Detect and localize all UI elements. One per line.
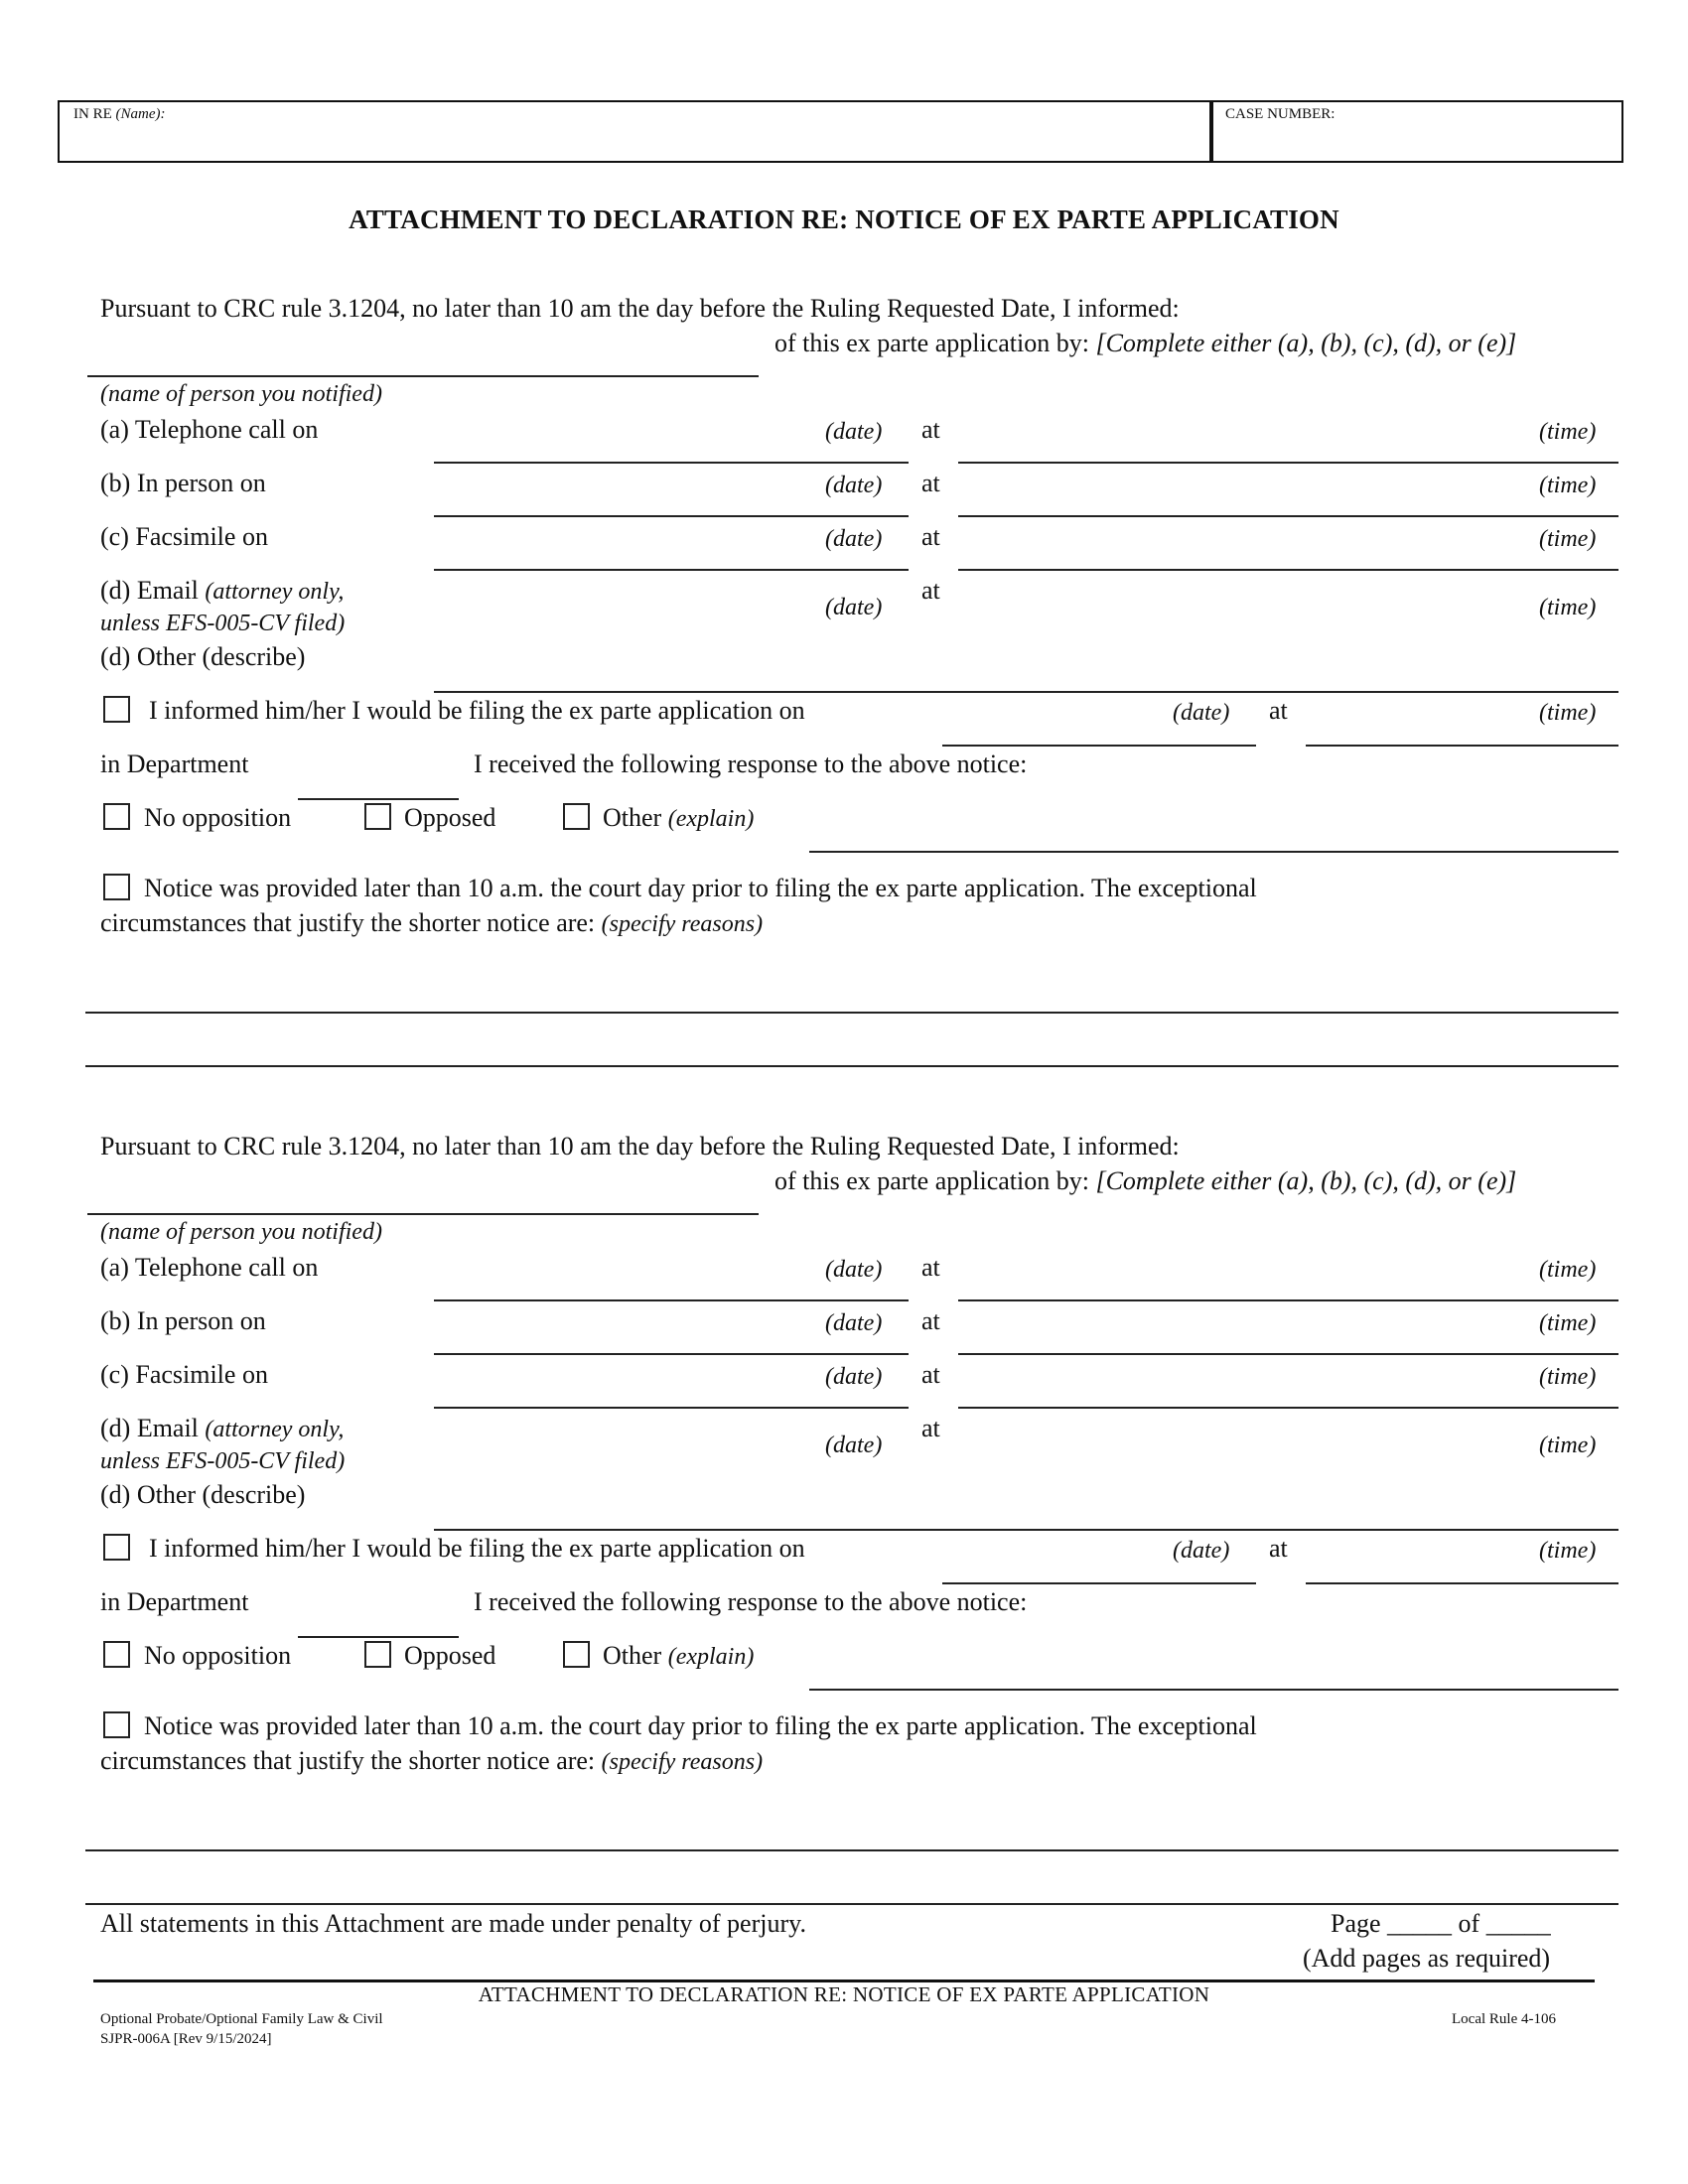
informed-filing-checkbox[interactable] — [103, 1534, 130, 1561]
other-response-explain-field[interactable] — [809, 851, 1618, 853]
other-response-text: Other — [603, 1641, 668, 1670]
email-plain: (d) Email — [100, 576, 206, 605]
email-time-hint: (time) — [1539, 1433, 1597, 1458]
footer-local-rule: Local Rule 4-106 — [1452, 2011, 1556, 2027]
telephone-at: at — [921, 415, 940, 444]
other-response-text: Other — [603, 803, 668, 832]
explain-hint: (explain) — [667, 1644, 755, 1670]
reasons-line-2[interactable] — [85, 1903, 1618, 1905]
telephone-time-field[interactable] — [958, 462, 1618, 464]
other-describe-label: (d) Other (describe) — [100, 1480, 306, 1509]
department-field[interactable] — [298, 1636, 459, 1638]
intro-line-2-plain: of this ex parte application by: — [774, 329, 1096, 357]
opposed-checkbox[interactable] — [364, 1641, 391, 1668]
late-notice-line-2 — [100, 908, 763, 938]
telephone-label: (a) Telephone call on — [100, 1253, 319, 1282]
intro-line-2 — [774, 329, 1516, 358]
informed-filing-date-hint: (date) — [1173, 700, 1230, 726]
telephone-date-hint: (date) — [825, 1257, 883, 1283]
email-label — [100, 576, 344, 606]
response-label: I received the following response to the above notice: — [474, 750, 1028, 778]
informed-filing-at: at — [1269, 696, 1288, 725]
other-response-explain-field[interactable] — [809, 1689, 1618, 1691]
facsimile-date-hint: (date) — [825, 1364, 883, 1390]
explain-hint: (explain) — [667, 806, 755, 832]
late-notice-line-2-text: circumstances that justify the shorter notice are: — [100, 908, 602, 937]
in-re-label — [73, 105, 165, 123]
intro-line-2-italic: [Complete either (a), (b), (c), (d), or (e)] — [1095, 329, 1517, 357]
response-label: I received the following response to the above notice: — [474, 1587, 1028, 1616]
department-field[interactable] — [298, 798, 459, 800]
page-count: Page _____ of _____ — [1331, 1909, 1551, 1938]
telephone-at: at — [921, 1253, 940, 1282]
reasons-line-2[interactable] — [85, 1065, 1618, 1067]
intro-line-2-italic: [Complete either (a), (b), (c), (d), or (e)] — [1095, 1166, 1517, 1195]
in-person-time-hint: (time) — [1539, 1310, 1597, 1336]
facsimile-label: (c) Facsimile on — [100, 1360, 268, 1389]
in-person-label: (b) In person on — [100, 1306, 266, 1335]
opposed-label: Opposed — [404, 1641, 496, 1670]
department-label: in Department — [100, 1587, 249, 1616]
facsimile-time-hint: (time) — [1539, 526, 1597, 552]
informed-filing-time-hint: (time) — [1539, 1538, 1597, 1564]
specify-hint: (specify reasons) — [601, 911, 764, 937]
email-italic-2: unless EFS-005-CV filed) — [100, 611, 346, 636]
in-person-date-field[interactable] — [434, 515, 909, 517]
facsimile-date-field[interactable] — [434, 569, 909, 571]
email-italic-1: (attorney only, — [205, 579, 345, 605]
informed-filing-date-hint: (date) — [1173, 1538, 1230, 1564]
name-hint: (name of person you notified) — [100, 1219, 382, 1245]
other-response-checkbox[interactable] — [563, 803, 590, 830]
informed-filing-label: I informed him/her I would be filing the ex parte application on — [149, 696, 805, 725]
late-notice-line-1: Notice was provided later than 10 a.m. the court day prior to filing the ex parte application. The exceptional — [144, 874, 1257, 902]
facsimile-time-field[interactable] — [958, 569, 1618, 571]
telephone-time-hint: (time) — [1539, 419, 1597, 445]
no-opposition-checkbox[interactable] — [103, 1641, 130, 1668]
in-person-time-field[interactable] — [958, 1353, 1618, 1355]
intro-line-2-plain: of this ex parte application by: — [774, 1166, 1096, 1195]
opposed-label: Opposed — [404, 803, 496, 832]
informed-filing-at: at — [1269, 1534, 1288, 1563]
informed-filing-time-hint: (time) — [1539, 700, 1597, 726]
informed-filing-checkbox[interactable] — [103, 696, 130, 723]
late-notice-checkbox[interactable] — [103, 1711, 130, 1738]
telephone-time-field[interactable] — [958, 1299, 1618, 1301]
notified-person-field[interactable] — [87, 375, 759, 377]
footer-optional: Optional Probate/Optional Family Law & Civil — [100, 2011, 383, 2027]
footer-form-number: SJPR-006A [Rev 9/15/2024] — [100, 2031, 272, 2047]
facsimile-at: at — [921, 522, 940, 551]
email-at: at — [921, 1414, 940, 1442]
in-person-at: at — [921, 469, 940, 497]
other-response-label — [603, 803, 754, 833]
in-person-time-hint: (time) — [1539, 473, 1597, 498]
opposed-checkbox[interactable] — [364, 803, 391, 830]
in-person-at: at — [921, 1306, 940, 1335]
late-notice-line-2 — [100, 1746, 763, 1776]
no-opposition-label: No opposition — [144, 1641, 292, 1670]
case-number-label: CASE NUMBER: — [1225, 106, 1336, 122]
other-response-checkbox[interactable] — [563, 1641, 590, 1668]
facsimile-label: (c) Facsimile on — [100, 522, 268, 551]
email-date-hint: (date) — [825, 1433, 883, 1458]
telephone-time-hint: (time) — [1539, 1257, 1597, 1283]
department-label: in Department — [100, 750, 249, 778]
no-opposition-label: No opposition — [144, 803, 292, 832]
perjury-statement: All statements in this Attachment are made under penalty of perjury. — [100, 1909, 806, 1938]
other-describe-label: (d) Other (describe) — [100, 642, 306, 671]
notified-person-field[interactable] — [87, 1213, 759, 1215]
facsimile-at: at — [921, 1360, 940, 1389]
informed-filing-date-field[interactable] — [942, 745, 1256, 747]
in-person-date-hint: (date) — [825, 473, 883, 498]
informed-filing-label: I informed him/her I would be filing the ex parte application on — [149, 1534, 805, 1563]
facsimile-time-field[interactable] — [958, 1407, 1618, 1409]
page-title: ATTACHMENT TO DECLARATION RE: NOTICE OF EX PARTE APPLICATION — [349, 205, 1339, 234]
in-person-date-hint: (date) — [825, 1310, 883, 1336]
facsimile-time-hint: (time) — [1539, 1364, 1597, 1390]
in-person-time-field[interactable] — [958, 515, 1618, 517]
late-notice-line-2-text: circumstances that justify the shorter notice are: — [100, 1746, 602, 1775]
facsimile-date-hint: (date) — [825, 526, 883, 552]
email-label — [100, 1414, 344, 1443]
in-re-name-hint: (Name): — [115, 106, 166, 122]
no-opposition-checkbox[interactable] — [103, 803, 130, 830]
in-re-text: IN RE — [73, 106, 112, 122]
intro-line-2 — [774, 1166, 1516, 1196]
late-notice-checkbox[interactable] — [103, 874, 130, 900]
in-person-label: (b) In person on — [100, 469, 266, 497]
email-italic-2: unless EFS-005-CV filed) — [100, 1448, 346, 1474]
telephone-label: (a) Telephone call on — [100, 415, 319, 444]
other-describe-field[interactable] — [434, 691, 1618, 693]
reasons-line-1[interactable] — [85, 1012, 1618, 1014]
email-plain: (d) Email — [100, 1414, 206, 1442]
in-re-box[interactable] — [58, 100, 1211, 163]
telephone-date-field[interactable] — [434, 462, 909, 464]
facsimile-date-field[interactable] — [434, 1407, 909, 1409]
informed-filing-time-field[interactable] — [1306, 1582, 1618, 1584]
intro-line-1: Pursuant to CRC rule 3.1204, no later than 10 am the day before the Ruling Requested Date, I informed: — [100, 1132, 1180, 1160]
intro-line-1: Pursuant to CRC rule 3.1204, no later than 10 am the day before the Ruling Requested Date, I informed: — [100, 294, 1180, 323]
name-hint: (name of person you notified) — [100, 381, 382, 407]
late-notice-line-1: Notice was provided later than 10 a.m. the court day prior to filing the ex parte application. The exceptional — [144, 1711, 1257, 1740]
footer-form-title: ATTACHMENT TO DECLARATION RE: NOTICE OF EX PARTE APPLICATION — [478, 1982, 1210, 2006]
other-describe-field[interactable] — [434, 1529, 1618, 1531]
telephone-date-field[interactable] — [434, 1299, 909, 1301]
email-at: at — [921, 576, 940, 605]
specify-hint: (specify reasons) — [601, 1749, 764, 1775]
telephone-date-hint: (date) — [825, 419, 883, 445]
email-date-hint: (date) — [825, 595, 883, 620]
informed-filing-date-field[interactable] — [942, 1582, 1256, 1584]
email-italic-1: (attorney only, — [205, 1417, 345, 1442]
add-pages-note: (Add pages as required) — [1303, 1944, 1551, 1973]
other-response-label — [603, 1641, 754, 1671]
informed-filing-time-field[interactable] — [1306, 745, 1618, 747]
reasons-line-1[interactable] — [85, 1849, 1618, 1851]
in-person-date-field[interactable] — [434, 1353, 909, 1355]
email-time-hint: (time) — [1539, 595, 1597, 620]
